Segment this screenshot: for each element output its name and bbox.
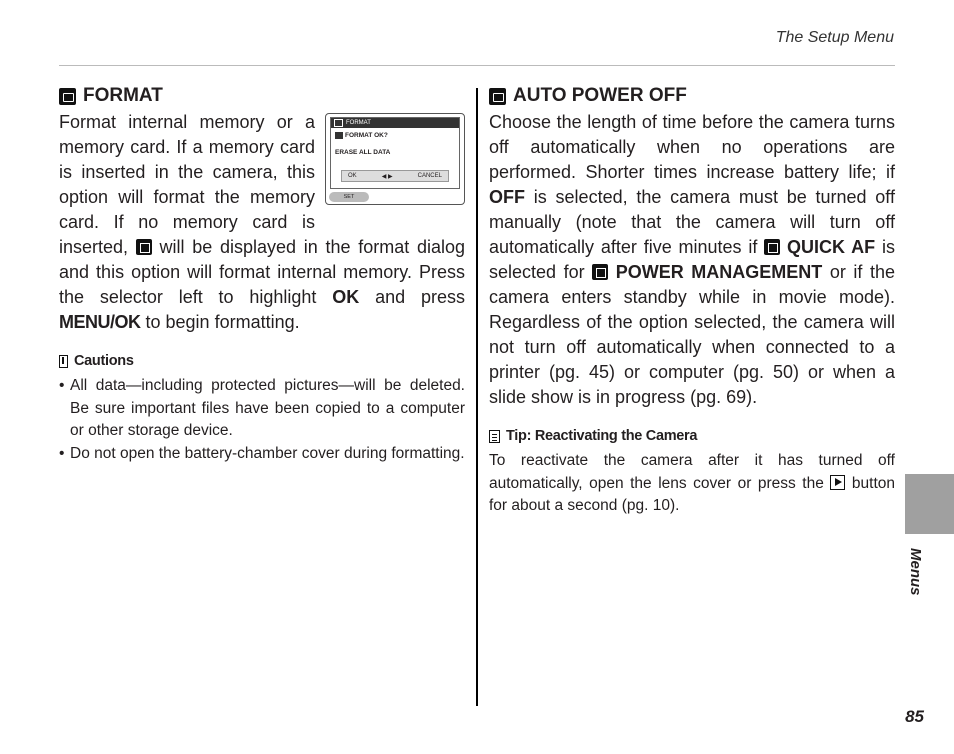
menu-ok-label: MENU/OK [59,312,141,332]
cautions-heading-text: Cautions [74,353,134,369]
lcd-title: FORMAT [346,120,371,126]
cautions-heading [59,353,465,369]
auto-power-off-heading-text: AUTO POWER OFF [513,85,687,106]
list-item: • Do not open the battery-chamber cover during formatting. [59,443,465,466]
apo-text-4: or if the camera enters standby while in movie mode). Regardless of the option selected, the camera will not turn off automatically when connected to a printer (pg. 45) or computer (pg. 50) or when a slide show is in progress (pg. 69). [489,262,895,407]
list-item: • All data—including protected pictures—will be deleted. Be sure important files have been copied to a computer or other storage device. [59,375,465,443]
auto-power-off-menu-icon [489,88,506,105]
auto-power-off-section [489,85,895,518]
tip-text [489,450,895,518]
column-divider [476,88,478,706]
format-menu-icon [334,119,343,127]
format-text-4: to begin formatting. [145,312,300,332]
lcd-button-row [341,170,449,182]
quick-af-label: QUICK AF [787,237,876,257]
lcd-title-bar [331,118,459,128]
format-heading-text: FORMAT [83,85,163,106]
off-label: OFF [489,187,525,207]
format-dialog-illustration [325,113,465,205]
auto-power-off-description [489,110,895,410]
auto-power-off-heading [489,85,895,107]
format-section [59,85,465,465]
lcd-screen [330,117,460,189]
running-header: The Setup Menu [775,29,894,46]
format-heading [59,85,465,107]
internal-memory-icon [136,239,152,255]
lcd-question [331,128,459,139]
page-number: 85 [905,707,924,726]
section-tab [905,474,954,534]
apo-text-1: Choose the length of time before the camera turns off automatically when no operations are performed. Shorter times increase battery life; if [489,112,895,182]
format-text-2: will be displayed in the format dialog and this option will format internal memory. Press the selector left to highlight [59,237,465,307]
apo-text-3: is selected for [489,237,895,282]
tip-icon [489,430,500,443]
format-menu-icon [59,88,76,105]
power-management-icon [592,264,608,280]
lcd-cancel-option: CANCEL [417,173,442,179]
caution-icon [59,355,68,368]
tip-text-1: To reactivate the camera after it has turned off automatically, open the lens cover or press the [489,452,895,492]
lcd-question-text: FORMAT OK? [345,132,388,139]
section-tab-label: Menus [907,548,924,596]
tip-heading-text: Tip: Reactivating the Camera [506,428,698,444]
lcd-ok-option: OK [348,173,357,179]
playback-button-icon [830,475,845,490]
format-text-1: Format internal memory or a memory card. If a memory card is inserted in the camera, this option will format the memory card. If no memory card is inserted, [59,112,315,257]
cautions-list [59,375,465,465]
lcd-erase-text: ERASE ALL DATA [335,149,391,156]
power-management-label: POWER MANAGEMENT [615,262,823,282]
tip-heading [489,428,895,444]
apo-text-2: is selected, the camera must be turned off manually (note that the camera will turn off automatically after five minutes if [489,187,895,257]
lcd-ok-set [329,192,369,202]
tip-text-2: button for about a second (pg. 10). [489,474,896,514]
header-rule [59,65,895,66]
internal-memory-icon [335,132,343,139]
lcd-arrows-icon: ◀ ▶ [381,173,393,180]
ok-label: OK [332,287,360,307]
lcd-ok-set-text: SET [343,194,355,200]
quick-af-icon [764,239,780,255]
format-text-3: and press [375,287,465,307]
